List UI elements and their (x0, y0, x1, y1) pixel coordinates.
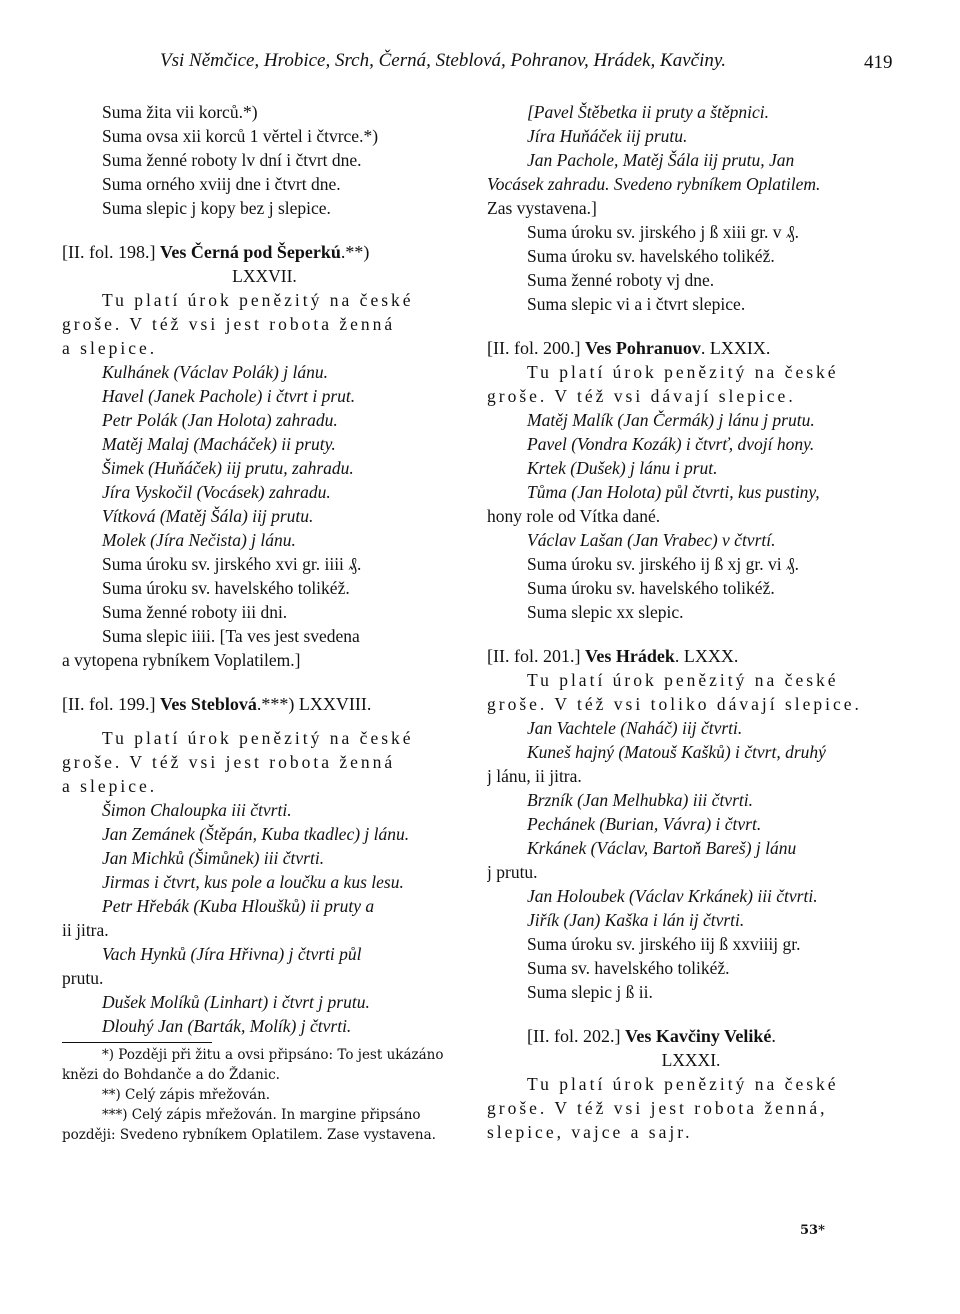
spacer (487, 624, 895, 634)
text-line: Jiřík (Jan) Kaška i lán ij čtvrti. (527, 910, 745, 930)
text-line: Vocásek zahradu. Svedeno rybníkem Oplatilem. (487, 174, 821, 194)
text-line: Šimek (Huňáček) iij prutu, zahradu. (102, 458, 354, 478)
spacer (62, 716, 467, 726)
text-line: Suma žita vii korců.*) (102, 102, 258, 122)
text-line: ii jitra. (62, 920, 109, 940)
spacer (487, 316, 895, 326)
text-line: Jan Vachtele (Naháč) iij čtvrti. (527, 718, 743, 738)
footnote-divider (62, 1042, 212, 1043)
text-line: Tu platí úrok penězitý na české (102, 290, 414, 310)
left-column (62, 100, 467, 1145)
text-line: Suma úroku sv. havelského tolikéž. (527, 246, 775, 266)
spacer (62, 672, 467, 682)
text-line: j lánu, ii jitra. (487, 766, 582, 786)
text-line: Suma ženné roboty vj dne. (527, 270, 715, 290)
text-line: Havel (Janek Pachole) i čtvrt i prut. (102, 386, 356, 406)
text-line: groše. V též vsi jest robota ženná, (487, 1098, 828, 1118)
signature-mark: 53* (800, 1223, 825, 1238)
text-line: Suma slepic iiii. [Ta ves jest svedena (102, 626, 360, 646)
text-line: Krkánek (Václav, Bartoň Bareš) j lánu (527, 838, 797, 858)
footnote: ***) Celý zápis mřežován. In margine připsáno později: Svedeno rybníkem Oplatilem. Zase vystavena. (62, 1107, 436, 1143)
footnote: **) Celý zápis mřežován. (102, 1087, 271, 1103)
text-line: Kulhánek (Václav Polák) j lánu. (102, 362, 328, 382)
text-line: Tu platí úrok penězitý na české (527, 670, 839, 690)
text-line: a slepice. (62, 776, 158, 796)
text-line: Suma úroku sv. havelského tolikéž. (102, 578, 350, 598)
text-line: Šimon Chaloupka iii čtvrti. (102, 800, 292, 820)
text-line: Suma orného xviij dne i čtvrt dne. (102, 174, 341, 194)
text-line: Pechánek (Burian, Vávra) i čtvrt. (527, 814, 762, 834)
text-line: groše. V též vsi dávají slepice. (487, 386, 796, 406)
section-heading: [II. fol. 200.] Ves Pohranuov. LXXIX. (487, 338, 771, 358)
text-line: Molek (Jíra Nečista) j lánu. (102, 530, 296, 550)
text-line: Tu platí úrok penězitý na české (527, 1074, 839, 1094)
text-line: Jan Holoubek (Václav Krkánek) iii čtvrti. (527, 886, 818, 906)
text-line: Suma úroku sv. jirského iij ß xxviiij gr. (527, 934, 801, 954)
text-line: Jan Pachole, Matěj Šála iij prutu, Jan (527, 150, 795, 170)
text-line: Matěj Malík (Jan Čermák) j lánu j prutu. (527, 410, 815, 430)
text-line: Suma ženné roboty lv dní i čtvrt dne. (102, 150, 362, 170)
text-line: Suma slepic j kopy bez j slepice. (102, 198, 331, 218)
text-line: j prutu. (487, 862, 538, 882)
text-line: Václav Lašan (Jan Vrabec) v čtvrtí. (527, 530, 776, 550)
text-line: a vytopena rybníkem Voplatilem.] (62, 650, 301, 670)
page-number: 419 (864, 52, 893, 73)
footnote: *) Později při žitu a ovsi připsáno: To jest ukázáno knězi do Bohdanče a do Ždanic. (62, 1047, 444, 1083)
text-line: Vítková (Matěj Šála) iij prutu. (102, 506, 314, 526)
text-line: groše. V též vsi jest robota ženná (62, 314, 396, 334)
text-line: Jirmas i čtvrt, kus pole a loučku a kus lesu. (102, 872, 404, 892)
text-line: Suma úroku sv. jirského j ß xiii gr. v ₰. (527, 222, 800, 242)
spacer (62, 220, 467, 230)
text-line: Jan Zemánek (Štěpán, Kuba tkadlec) j lánu. (102, 824, 410, 844)
text-line: Brzník (Jan Melhubka) iii čtvrti. (527, 790, 753, 810)
text-line: Suma slepic vi a i čtvrt slepice. (527, 294, 746, 314)
text-line: hony role od Vítka dané. (487, 506, 661, 526)
text-line: Petr Hřebák (Kuba Hloušků) ii pruty a (102, 896, 375, 916)
text-line: Jan Michků (Šimůnek) iii čtvrti. (102, 848, 325, 868)
text-line: Kuneš hajný (Matouš Kašků) i čtvrt, druhý (527, 742, 826, 762)
section-heading: [II. fol. 198.] Ves Černá pod Šeperkú.**) (62, 242, 370, 262)
text-line: groše. V též vsi jest robota ženná (62, 752, 396, 772)
text-line: Zas vystavena.] (487, 198, 597, 218)
text-line: Petr Polák (Jan Holota) zahradu. (102, 410, 338, 430)
text-line: Suma slepic xx slepic. (527, 602, 684, 622)
text-line: Jíra Vyskočil (Vocásek) zahradu. (102, 482, 331, 502)
running-header: Vsi Němčice, Hrobice, Srch, Černá, Steblová, Pohranov, Hrádek, Kavčiny. (160, 50, 726, 71)
text-line: Dušek Molíků (Linhart) i čtvrt j prutu. (102, 992, 370, 1012)
text-line: Suma sv. havelského tolikéž. (527, 958, 730, 978)
text-line: Tu platí úrok penězitý na české (102, 728, 414, 748)
text-line: Krtek (Dušek) j lánu i prut. (527, 458, 718, 478)
text-line: Suma ženné roboty iii dni. (102, 602, 288, 622)
text-line: Pavel (Vondra Kozák) i čtvrť, dvojí hony. (527, 434, 815, 454)
text-line: a slepice. (62, 338, 158, 358)
text-line: LXXXI. (661, 1050, 721, 1070)
section-heading: [II. fol. 199.] Ves Steblová.***) LXXVIII. (62, 694, 372, 714)
text-line: prutu. (62, 968, 104, 988)
text-line: Tůma (Jan Holota) půl čtvrti, kus pustiny, (527, 482, 820, 502)
text-line: Tu platí úrok penězitý na české (527, 362, 839, 382)
text-line: Suma úroku sv. jirského xvi gr. iiii ₰. (102, 554, 362, 574)
text-line: Suma úroku sv. havelského tolikéž. (527, 578, 775, 598)
text-line: Suma ovsa xii korců 1 věrtel i čtvrce.*) (102, 126, 379, 146)
spacer (487, 1004, 895, 1014)
text-line: [Pavel Štěbetka ii pruty a štěpnici. (527, 102, 770, 122)
text-line: Dlouhý Jan (Barták, Molík) j čtvrti. (102, 1016, 352, 1036)
text-line: LXXVII. (232, 266, 297, 286)
text-line: Suma slepic j ß ii. (527, 982, 653, 1002)
right-column (487, 100, 895, 1144)
text-line: Vach Hynků (Jíra Hřivna) j čtvrti půl (102, 944, 362, 964)
section-heading: [II. fol. 202.] Ves Kavčiny Veliké. (527, 1026, 776, 1046)
text-line: groše. V též vsi toliko dávají slepice. (487, 694, 862, 714)
section-heading: [II. fol. 201.] Ves Hrádek. LXXX. (487, 646, 739, 666)
text-line: Jíra Huňáček iij prutu. (527, 126, 688, 146)
text-line: Suma úroku sv. jirského ij ß xj gr. vi ₰. (527, 554, 800, 574)
text-line: slepice, vajce a sajr. (487, 1122, 693, 1142)
text-line: Matěj Malaj (Macháček) ii pruty. (102, 434, 336, 454)
